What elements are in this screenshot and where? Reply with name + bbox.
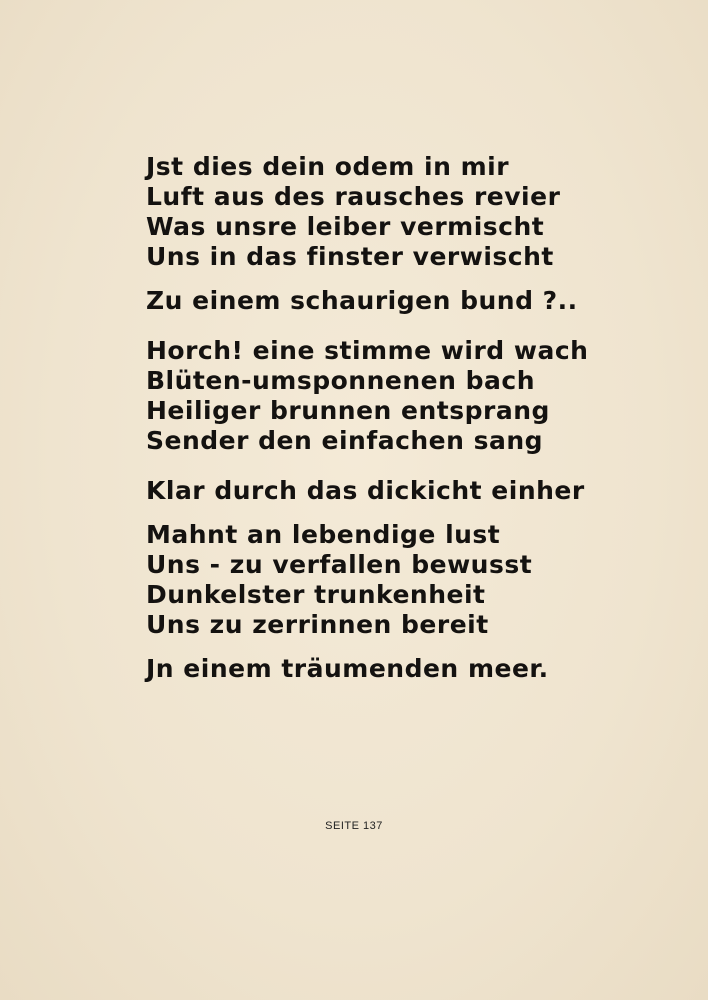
stanza-gap [146,640,666,654]
poem-line: Uns - zu verfallen bewusst [146,550,533,579]
poem-line: Heiliger brunnen entsprang [146,396,550,425]
stanza-4 [146,476,666,506]
stanza-3 [146,336,666,456]
poem-line: Was unsre leiber vermischt [146,212,545,241]
page-number: SEITE 137 [325,820,383,832]
poem-line: Blüten-umsponnenen bach [146,366,535,395]
poem-line: Uns zu zerrinnen bereit [146,610,489,639]
poem-line: Jn einem träumenden meer. [146,654,549,683]
stanza-gap [146,272,666,286]
poem-line: Horch! eine stimme wird wach [146,336,589,365]
poem-line: Zu einem schaurigen bund ?.. [146,286,578,315]
poem-line: Sender den einfachen sang [146,426,544,455]
poem-line: Uns in das finster verwischt [146,242,554,271]
poem [146,152,666,684]
stanza-6 [146,654,666,684]
stanza-gap [146,506,666,520]
poem-line: Jst dies dein odem in mir [146,152,510,181]
poem-line: Luft aus des rausches revier [146,182,561,211]
stanza-gap [146,456,666,476]
stanza-2 [146,286,666,316]
poem-line: Mahnt an lebendige lust [146,520,501,549]
stanza-5 [146,520,666,640]
stanza-gap [146,316,666,336]
poem-line: Dunkelster trunkenheit [146,580,486,609]
poem-line: Klar durch das dickicht einher [146,476,585,505]
stanza-1 [146,152,666,272]
